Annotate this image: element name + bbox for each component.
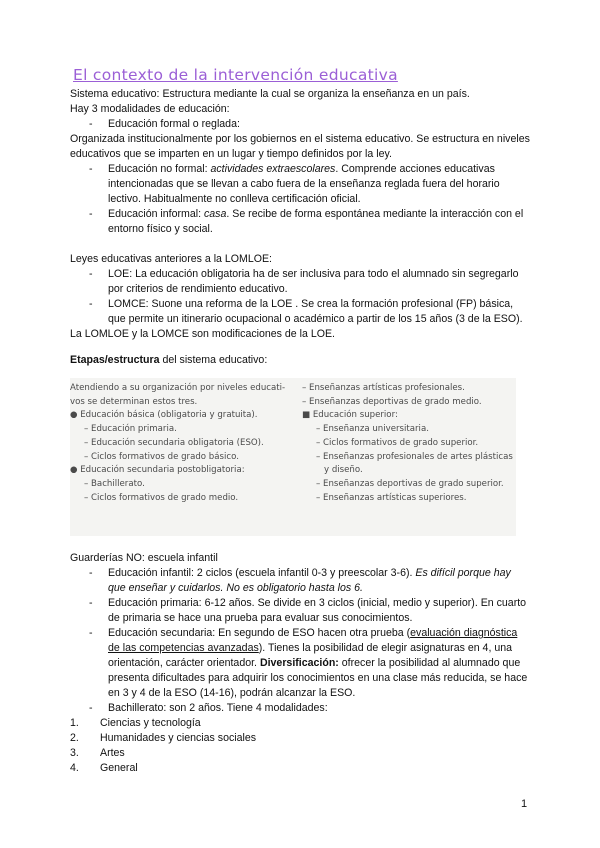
list-item-modalidad: 4. General bbox=[70, 762, 138, 774]
list-item-modalidad: 2. Humanidades y ciencias sociales bbox=[70, 732, 257, 744]
list-item-primaria: - Educación primaria: 6-12 años. Se divide en 3 ciclos (inicial, medio y superior). En cuarto de primaria se hace una prueba para evaluar sus conocimientos. bbox=[89, 597, 527, 624]
page-title: El contexto de la intervención educativa bbox=[73, 66, 398, 84]
page-number: 1 bbox=[521, 798, 528, 810]
list-item-loe: - LOE: La educación obligatoria ha de ser inclusiva para todo el alumnado sin segregarlo por criterios de rendimiento educativo. bbox=[89, 268, 519, 295]
document-page bbox=[70, 68, 530, 776]
list-item-informal: - Educación informal: casa. Se recibe de forma espontánea mediante la interacción con el entorno físico y social. bbox=[89, 208, 524, 235]
paragraph-lomloe: La LOMLOE y la LOMCE son modificaciones de la LOE. bbox=[70, 328, 335, 340]
list-item-modalidad: 3. Artes bbox=[70, 747, 125, 759]
list-item-secundaria: - Educación secundaria: En segundo de ESO hacen otra prueba (evaluación diagnóstica de las competencias avanzadas). Tienes la posibilidad de elegir asignaturas en 4, una orientación, carácter orientador. Diversificación: ofrecer la posibilidad al alumnado que presenta dificultades para adquirir los conocimientos en una clase más reducida, se hace en 3 y 4 de la ESO (14-16), podrán alcanzar la ESO. bbox=[89, 627, 528, 699]
list-item-modalidad: 1. Ciencias y tecnología bbox=[70, 717, 201, 729]
paragraph-formal-desc: Organizada institucionalmente por los gobiernos en el sistema educativo. Se estructura en niveles educativos que se imparten en un lugar y tiempo definidos por la ley. bbox=[70, 133, 530, 160]
paragraph-sistema: Sistema educativo: Estructura mediante la cual se organiza la enseñanza en un país. bbox=[70, 88, 470, 100]
scanned-etapas-image bbox=[70, 378, 516, 536]
scan-left-column: Atendiendo a su organización por niveles educati- vos se determinan estos tres. ● Educación básica (obligatoria y gratuita). – Educación primaria. – Educación secundaria obligatoria (ESO). – Ciclos formativos de grado básico. ● Educación secundaria postobligatoria: – Bachillerato. – Ciclos formativos de grado medio. bbox=[70, 383, 286, 503]
list-item-infantil: - Educación infantil: 2 ciclos (escuela infantil 0-3 y preescolar 3-6). Es difícil porque hay que enseñar y cuidarlos. No es obligatorio hasta los 6. bbox=[89, 567, 511, 594]
paragraph-guarderias: Guarderías NO: escuela infantil bbox=[70, 552, 218, 564]
etapas-heading: Etapas/estructura del sistema educativo: bbox=[70, 354, 268, 366]
list-item-no-formal: - Educación no formal: actividades extraescolares. Comprende acciones educativas intencionadas que se llevan a cabo fuera de la enseñanza reglada fuera del horario lectivo. Habitualmente no conlleva certificación oficial. bbox=[89, 163, 500, 205]
paragraph-modalidades: Hay 3 modalidades de educación: bbox=[70, 103, 230, 115]
list-item-bachillerato: - Bachillerato: son 2 años. Tiene 4 modalidades: bbox=[89, 702, 328, 714]
leyes-heading: Leyes educativas anteriores a la LOMLOE: bbox=[70, 253, 272, 265]
list-item-formal: - Educación formal o reglada: bbox=[89, 118, 240, 130]
list-item-lomce: - LOMCE: Suone una reforma de la LOE . Se crea la formación profesional (FP) básica, que permite un itinerario ocupacional o académico a partir de los 15 años (3 de la ESO). bbox=[89, 298, 523, 325]
scan-right-column: – Enseñanzas artísticas profesionales. – Enseñanzas deportivas de grado medio. ■ Educación superior: – Enseñanza universitaria. – Ciclos formativos de grado superior. – Enseñanzas profesionales de artes plásticas y diseño. – Enseñanzas deportivas de grado superior. – Enseñanzas artísticas superiores. bbox=[302, 383, 513, 503]
